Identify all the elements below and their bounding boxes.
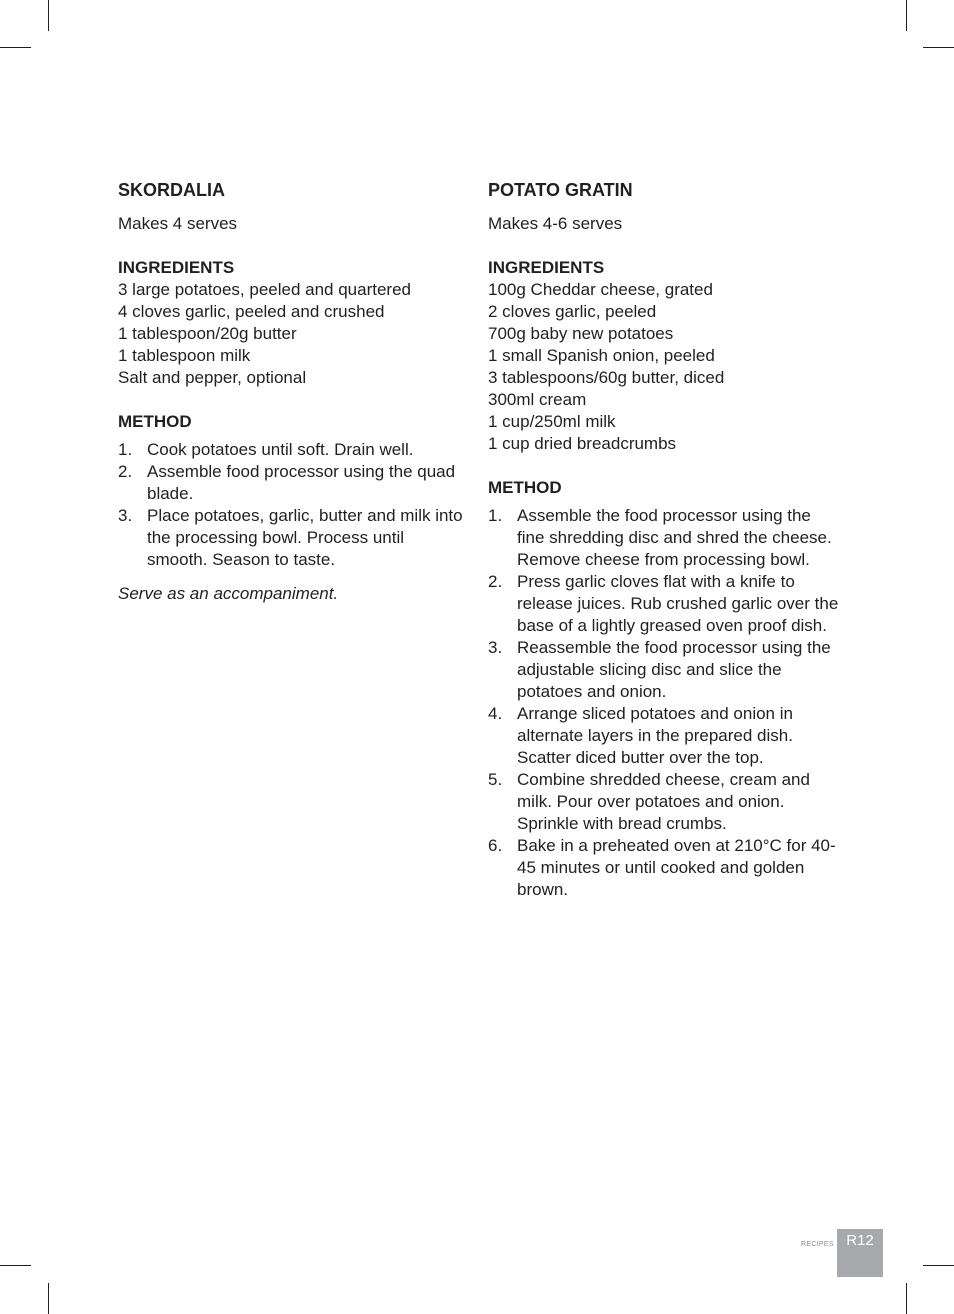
method-list [118, 439, 463, 571]
crop-mark-top-left-vertical [48, 0, 49, 31]
ingredient-item: 1 small Spanish onion, peeled [488, 346, 715, 365]
section-label: RECIPES [801, 1241, 834, 1248]
recipe-title: POTATO GRATIN [488, 180, 633, 200]
step-text: Press garlic cloves flat with a knife to release juices. Rub crushed garlic over the base of a lightly greased oven proof dish. [517, 572, 839, 635]
recipe-potato-gratin [488, 178, 843, 901]
method-step [118, 461, 463, 505]
recipe-serves: Makes 4 serves [118, 214, 238, 233]
method-heading: METHOD [488, 478, 562, 497]
method-heading: METHOD [118, 412, 192, 431]
page-number: R12 [846, 1232, 874, 1249]
ingredient-item: 1 cup dried breadcrumbs [488, 434, 677, 453]
step-number: 1. [488, 506, 503, 525]
method-step [488, 571, 843, 637]
ingredients-list [488, 279, 843, 455]
ingredient-item: 2 cloves garlic, peeled [488, 302, 657, 321]
ingredients-heading: INGREDIENTS [488, 258, 605, 277]
recipe-skordalia [118, 178, 463, 605]
recipe-serves: Makes 4-6 serves [488, 214, 623, 233]
step-text: Arrange sliced potatoes and onion in alternate layers in the prepared dish. Scatter diced butter over the top. [517, 704, 793, 767]
step-number: 3. [488, 638, 503, 657]
ingredient-item: 3 tablespoons/60g butter, diced [488, 368, 725, 387]
step-text: Combine shredded cheese, cream and milk. Pour over potatoes and onion. Sprinkle with bread crumbs. [517, 770, 810, 833]
ingredient-item: 300ml cream [488, 390, 587, 409]
crop-mark-top-right-vertical [906, 0, 907, 31]
method-list [488, 505, 843, 901]
crop-mark-bottom-left-vertical [48, 1283, 49, 1314]
ingredient-item: 4 cloves garlic, peeled and crushed [118, 302, 385, 321]
ingredient-item: 1 tablespoon milk [118, 346, 251, 365]
ingredients-list [118, 279, 463, 389]
ingredient-item: 100g Cheddar cheese, grated [488, 280, 713, 299]
step-text: Reassemble the food processor using the adjustable slicing disc and slice the potatoes and onion. [517, 638, 831, 701]
step-number: 3. [118, 506, 133, 525]
step-number: 1. [118, 440, 133, 459]
step-number: 5. [488, 770, 503, 789]
method-step [118, 439, 463, 461]
step-text: Place potatoes, garlic, butter and milk into the processing bowl. Process until smooth. Season to taste. [147, 506, 463, 569]
crop-mark-top-left-horizontal [0, 47, 31, 48]
crop-mark-bottom-left-horizontal [0, 1265, 31, 1266]
ingredient-item: Salt and pepper, optional [118, 368, 307, 387]
page-number-tab [837, 1229, 883, 1277]
method-step [488, 703, 843, 769]
step-text: Assemble food processor using the quad blade. [147, 462, 456, 503]
ingredient-item: 3 large potatoes, peeled and quartered [118, 280, 412, 299]
method-step [488, 505, 843, 571]
ingredients-heading: INGREDIENTS [118, 258, 235, 277]
crop-mark-bottom-right-vertical [906, 1283, 907, 1314]
method-step [488, 769, 843, 835]
ingredient-item: 1 tablespoon/20g butter [118, 324, 297, 343]
step-text: Assemble the food processor using the fine shredding disc and shred the cheese. Remove cheese from processing bowl. [517, 506, 832, 569]
step-text: Bake in a preheated oven at 210°C for 40-45 minutes or until cooked and golden brown. [517, 836, 836, 899]
step-text: Cook potatoes until soft. Drain well. [147, 440, 414, 459]
step-number: 6. [488, 836, 503, 855]
method-step [488, 835, 843, 901]
step-number: 2. [488, 572, 503, 591]
ingredient-item: 700g baby new potatoes [488, 324, 674, 343]
step-number: 2. [118, 462, 133, 481]
ingredient-item: 1 cup/250ml milk [488, 412, 616, 431]
serving-note: Serve as an accompaniment. [118, 584, 339, 603]
method-step [118, 505, 463, 571]
crop-mark-bottom-right-horizontal [923, 1265, 954, 1266]
method-step [488, 637, 843, 703]
crop-mark-top-right-horizontal [923, 47, 954, 48]
step-number: 4. [488, 704, 503, 723]
recipe-title: SKORDALIA [118, 180, 225, 200]
